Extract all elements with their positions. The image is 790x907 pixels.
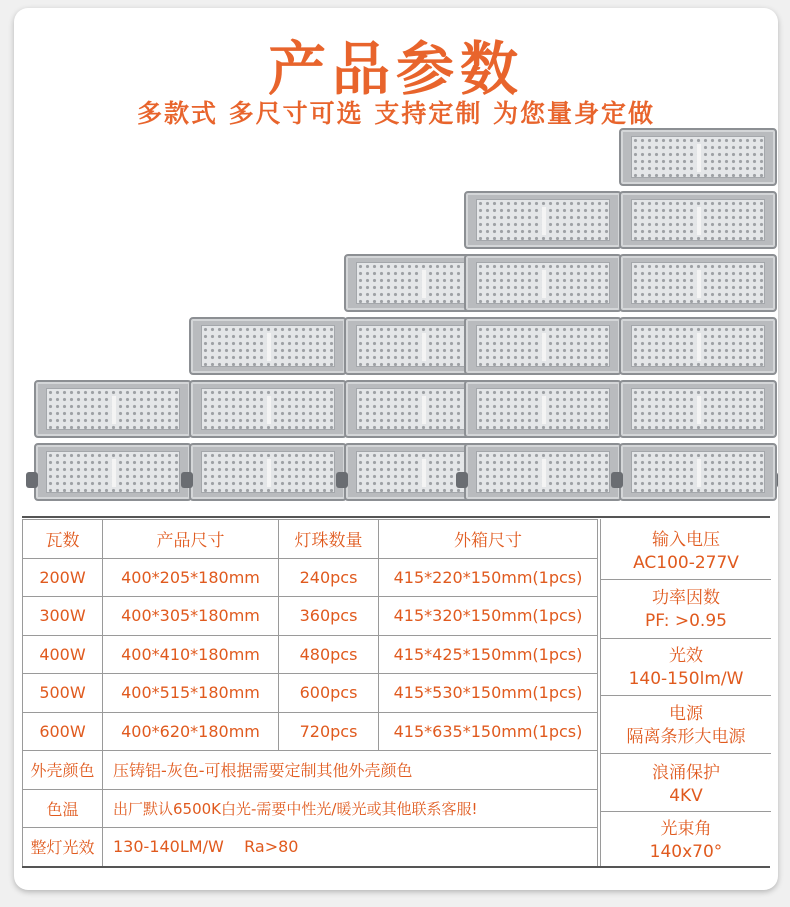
cell-box: 415*530*150mm(1pcs) — [379, 674, 598, 713]
cell-watt: 300W — [23, 597, 103, 636]
light-module — [464, 443, 622, 501]
light-module — [34, 380, 192, 438]
side-item-efficacy — [601, 645, 771, 691]
light-module — [189, 317, 347, 375]
cell-leds: 360pcs — [279, 597, 379, 636]
cct-value: 出厂默认6500K白光-需要中性光/暖光或其他联系客服! — [103, 789, 598, 828]
side-value: AC100-277V — [633, 553, 739, 573]
bracket-knob — [26, 472, 38, 488]
light-module — [619, 317, 777, 375]
cell-size: 400*515*180mm — [103, 674, 279, 713]
light-module — [619, 128, 777, 186]
cell-box: 415*635*150mm(1pcs) — [379, 712, 598, 751]
side-value: PF: >0.95 — [645, 611, 727, 631]
table-row — [23, 635, 598, 674]
bracket-knob — [181, 472, 193, 488]
table-row — [23, 712, 598, 751]
cell-box: 415*425*150mm(1pcs) — [379, 635, 598, 674]
header-cell-box: 外箱尺寸 — [379, 520, 598, 559]
table-row — [23, 558, 598, 597]
side-item-driver — [601, 703, 771, 749]
cell-box: 415*220*150mm(1pcs) — [379, 558, 598, 597]
header-cell-watt: 瓦数 — [23, 520, 103, 559]
light-module — [619, 380, 777, 438]
side-divider — [601, 695, 771, 696]
housing-value: 压铸铝-灰色-可根据需要定制其他外壳颜色 — [103, 751, 598, 790]
light-module — [189, 380, 347, 438]
side-label: 光效 — [669, 646, 703, 666]
efficacy-label: 整灯光效 — [23, 828, 103, 867]
bracket-knob — [336, 472, 348, 488]
cell-leds: 240pcs — [279, 558, 379, 597]
light-module — [619, 254, 777, 312]
side-item-voltage — [601, 529, 771, 575]
spec-table — [22, 519, 598, 867]
divider-bottom — [22, 866, 770, 868]
side-value: 4KV — [669, 786, 703, 806]
table-row — [23, 597, 598, 636]
table-row-cct — [23, 789, 598, 828]
product-image-stack — [14, 126, 778, 506]
efficacy-value: 130-140LM/W Ra>80 — [103, 828, 598, 867]
table-row-efficacy — [23, 828, 598, 867]
cell-leds: 480pcs — [279, 635, 379, 674]
side-item-surge — [601, 762, 771, 808]
side-label: 输入电压 — [652, 530, 720, 550]
cell-watt: 500W — [23, 674, 103, 713]
light-module — [34, 443, 192, 501]
side-value: 140x70° — [649, 842, 723, 862]
cell-leds: 720pcs — [279, 712, 379, 751]
page-title: 产品参数 — [267, 35, 524, 103]
side-value: 隔离条形大电源 — [626, 727, 746, 747]
cell-size: 400*410*180mm — [103, 635, 279, 674]
table-row — [23, 674, 598, 713]
divider-top — [22, 516, 770, 518]
side-divider — [601, 579, 771, 580]
cct-label: 色温 — [23, 789, 103, 828]
side-divider — [601, 638, 771, 639]
header-cell-leds: 灯珠数量 — [279, 520, 379, 559]
header-cell-size: 产品尺寸 — [103, 520, 279, 559]
light-module — [189, 443, 347, 501]
side-divider — [601, 753, 771, 754]
light-module — [619, 443, 777, 501]
side-item-pf — [601, 587, 771, 633]
side-item-beam — [601, 818, 771, 864]
light-module — [464, 317, 622, 375]
cell-watt: 400W — [23, 635, 103, 674]
cell-size: 400*205*180mm — [103, 558, 279, 597]
page-subtitle: 多款式 多尺寸可选 支持定制 为您量身定做 — [136, 99, 656, 128]
cell-size: 400*620*180mm — [103, 712, 279, 751]
housing-label: 外壳颜色 — [23, 751, 103, 790]
side-divider — [601, 811, 771, 812]
cell-watt: 600W — [23, 712, 103, 751]
cell-box: 415*320*150mm(1pcs) — [379, 597, 598, 636]
cell-watt: 200W — [23, 558, 103, 597]
bracket-knob — [777, 472, 778, 488]
light-module — [464, 254, 622, 312]
side-label: 浪涌保护 — [652, 763, 720, 783]
cell-size: 400*305*180mm — [103, 597, 279, 636]
side-value: 140-150lm/W — [628, 669, 744, 689]
bracket-knob — [611, 472, 623, 488]
side-label: 电源 — [669, 704, 703, 724]
light-module — [464, 380, 622, 438]
side-label: 光束角 — [660, 819, 712, 839]
side-label: 功率因数 — [652, 588, 720, 608]
product-card — [14, 8, 778, 890]
bracket-knob — [456, 472, 468, 488]
light-module — [619, 191, 777, 249]
cell-leds: 600pcs — [279, 674, 379, 713]
table-row-housing — [23, 751, 598, 790]
light-module — [464, 191, 622, 249]
table-header-row — [23, 520, 598, 559]
side-spec-panel — [600, 519, 770, 866]
